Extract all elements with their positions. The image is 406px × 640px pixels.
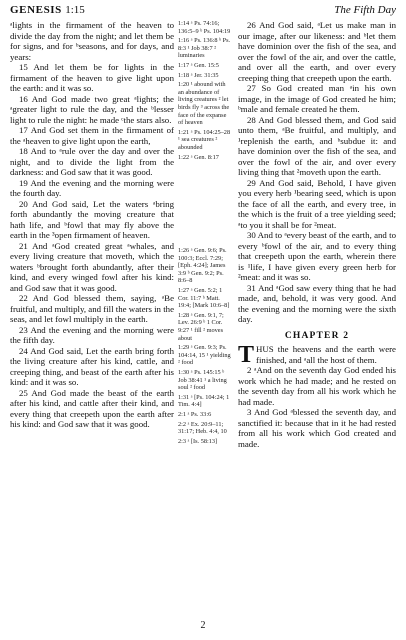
- cross-reference: 1:22 ᵃ Gen. 8:17: [178, 153, 219, 161]
- chapter-heading: CHAPTER 2: [284, 330, 350, 341]
- verse-text: 28 And God blessed them, and God said unto them, ᵃBe fruitful, and multiply, and ¹replenish the earth, and ᵇsubdue it: and have dominion over the fish of the sea, and over the fowl of the air, and over every living thing that ²moveth upon the earth.: [238, 114, 396, 177]
- left-text-column: [10, 20, 174, 430]
- verse-text: 15 And let them be for lights in the firmament of the heaven to give light upon the earth: and it was so.: [10, 62, 174, 93]
- verse-text: 24 And God said, Let the earth bring forth the living creature after his kind, cattle, and creeping thing, and beast of the earth after his kind: and it was so.: [10, 345, 174, 387]
- cross-reference: 2:2 ᵃ Ex. 20:9–11; 31:17; Heb. 4:4, 10: [178, 420, 227, 436]
- cross-reference: 2:3 ᵃ [Is. 58:13]: [178, 437, 218, 445]
- running-head-book: GENESIS 1:15: [10, 4, 85, 16]
- verse-text: 19 And the evening and the morning were the fourth day.: [10, 177, 174, 198]
- verse-text: 18 And to ᵃrule over the day and over the night, and to divide the light from the darkness: and God saw that it was good.: [10, 146, 174, 177]
- cross-reference: 1:28 ᵃ Gen. 9:1, 7; Lev. 26:9 ᵇ 1 Cor. 9:27 ¹ fill ² moves about: [178, 311, 224, 342]
- verse-text: 31 And ᵃGod saw every thing that he had made, and, behold, it was very good. And the evening and the morning were the sixth day.: [238, 282, 396, 324]
- verse-text: 2 ᵃAnd on the seventh day God ended his work which he had made; and he rested on the seventh day from all his work which he had made.: [238, 365, 396, 407]
- cross-reference: 1:30 ᵃ Ps. 145:15 ᵇ Job 38:41 ¹ a living soul ² food: [178, 369, 227, 392]
- verse-text: 25 And God made the beast of the earth after his kind, and cattle after their kind, and every thing that creepeth upon the earth after his kind: and God saw that it was good.: [10, 387, 174, 429]
- page-number: 2: [200, 620, 206, 631]
- verse-text: 26 And God said, ᵃLet us make man in our image, after our likeness: and ᵇlet them have dominion over the fish of the sea, and over the fowl of the air, and over the cattle, and over all the earth, and over every creeping thing that creepeth upon the earth.: [238, 20, 396, 83]
- right-text-column: [238, 20, 396, 449]
- verse-text: 29 And God said, Behold, I have given you every herb ¹bearing seed, which is upon the face of all the earth, and every tree, in the which is the fruit of a tree yielding seed; ᵃto you it shall be for ²meat.: [238, 177, 396, 230]
- cross-reference: 1:18 ᵃ Jer. 31:35: [178, 71, 219, 79]
- verse-text: 22 And God blessed them, saying, ᵃBe fruitful, and multiply, and fill the waters in the seas, and let fowl multiply in the earth.: [10, 293, 174, 324]
- cross-reference: 1:16 ᵃ Ps. 136:8 ᵇ Ps. 8:3 ¹ Job 38:7 ² luminaries: [178, 37, 231, 60]
- verse-text: HUS the heavens and the earth were finished, and ᵃall the host of them.: [256, 344, 396, 365]
- verse-text: 3 And God ᵃblessed the seventh day, and sanctified it: because that in it he had rested from all his work which God created and made.: [238, 407, 396, 449]
- verse-text: ᵃlights in the firmament of the heaven to divide the day from the night; and let them be for signs, and for ᵇseasons, and for days, and years:: [10, 20, 174, 62]
- drop-cap: T: [238, 342, 255, 368]
- cross-reference: 1:29 ᵃ Gen. 9:3; Ps. 104:14, 15 ¹ yielding ² food: [178, 344, 231, 367]
- cross-reference: 1:20 ¹ abound with an abundance of living creatures ² let birds fly ³ across the face of the expanse of heaven: [178, 81, 230, 127]
- cross-reference: 2:1 ᵃ Ps. 33:6: [178, 410, 212, 418]
- verse-text: 27 So God created man ᵃin his own image, in the image of God created he him; ᵇmale and female created he them.: [238, 83, 396, 114]
- cross-reference: 1:26 ᵃ Gen. 9:6; Ps. 100:3; Eccl. 7:29; [Eph. 4:24]; James 3:9 ᵇ Gen. 9:2; Ps. 8:6–8: [178, 247, 227, 285]
- verse-text: 30 And to ᵃevery beast of the earth, and to every ᵇfowl of the air, and to every thing that creepeth upon the earth, wherein there is ¹life, I have given every green herb for ²meat: and it was so.: [238, 230, 396, 282]
- running-head-title: The Fifth Day: [334, 4, 396, 16]
- chapter-opening: [238, 342, 396, 368]
- cross-reference-column: [178, 20, 232, 447]
- page-header: [10, 2, 396, 18]
- cross-reference: 1:31 ᵃ [Ps. 104:24; 1 Tim. 4:4]: [178, 393, 230, 409]
- verse-text: 17 And God set them in the firmament of the ᵃheaven to give light upon the earth,: [10, 125, 174, 146]
- verse-text: 20 And God said, Let the waters ᵃbring forth abundantly the moving creature that hath life, and ᵇfowl that may fly above the earth in the ³open firmament of heaven.: [10, 198, 174, 240]
- cross-reference: 1:21 ᵃ Ps. 104:25–28 ¹ sea creatures ² abounded: [178, 128, 231, 151]
- cross-reference: 1:14 ᵃ Ps. 74:16; 136:5–9 ᵇ Ps. 104:19: [178, 20, 231, 35]
- verse-text: 16 And God made two great ᵃlights; the ᵃgreater light to rule the day, and the ᵇlesser light to rule the night: he made ᶜthe stars also.: [10, 93, 174, 125]
- cross-reference: 1:27 ᵃ Gen. 5:2; 1 Cor. 11:7 ᵇ Matt. 19:4; [Mark 10:6–8]: [178, 287, 230, 310]
- verse-text: 21 And ᵃGod created great ᵃwhales, and every living creature that moveth, which the waters ᵇbrought forth abundantly, after their kind, and every winged fowl after his kind: and God saw that it was good.: [10, 240, 174, 293]
- cross-reference: 1:17 ᵃ Gen. 15:5: [178, 61, 219, 69]
- verse-text: 23 And the evening and the morning were the fifth day.: [10, 324, 174, 345]
